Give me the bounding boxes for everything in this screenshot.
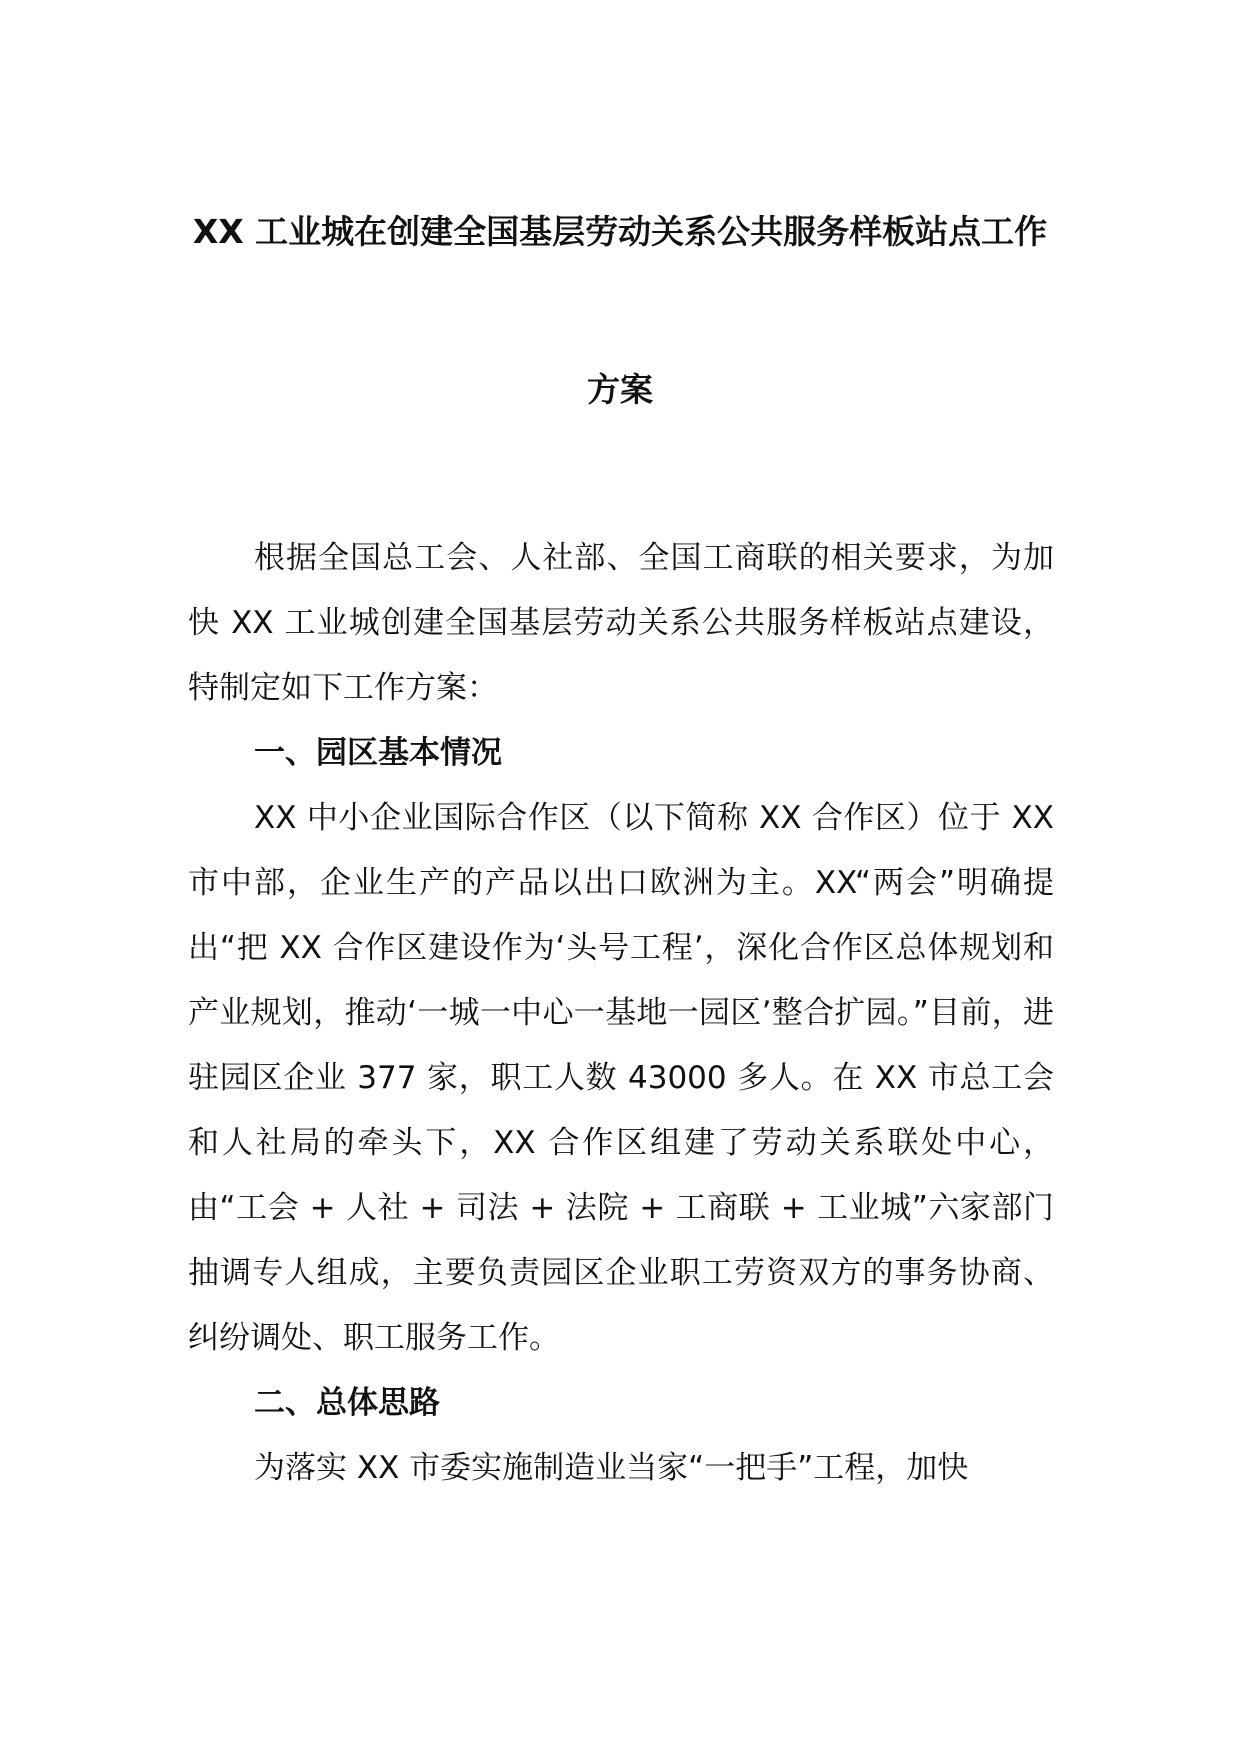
document-title-line-2: 方案 [587,370,653,409]
section-heading-1: 一、园区基本情况 [254,735,502,771]
section-heading-2: 二、总体思路 [254,1385,440,1421]
document-title-line-1: XX 工业城在创建全国基层劳动关系公共服务样板站点工作 [192,212,1048,251]
intro-paragraph: 根据全国总工会、人社部、全国工商联的相关要求，为加快 XX 工业城创建全国基层劳动关系公共服务样板站点建设，特制定如下工作方案： [188,540,1054,706]
section-paragraph-1: XX 中小企业国际合作区（以下简称 XX 合作区）位于 XX 市中部，企业生产的产品以出口欧洲为主。XX“两会”明确提出“把 XX 合作区建设作为‘头号工程’，深化合作区总体规划和产业规划，推动‘一城一中心一基地一园区’整合扩园。”目前，进驻园区企业 377 家，职工人数 43000 多人。在 XX 市总工会和人社局的牵头下，XX 合作区组建了劳动关系联处中心，由“工会 + 人社 + 司法 + 法院 + 工商联 + 工业城”六家部门抽调专人组成，主要负责园区企业职工劳资双方的事务协商、纠纷调处、职工服务工作。 [188,800,1054,1356]
document-body [188,526,1054,1501]
section-paragraph-2: 为落实 XX 市委实施制造业当家“一把手”工程，加快 [254,1450,969,1486]
